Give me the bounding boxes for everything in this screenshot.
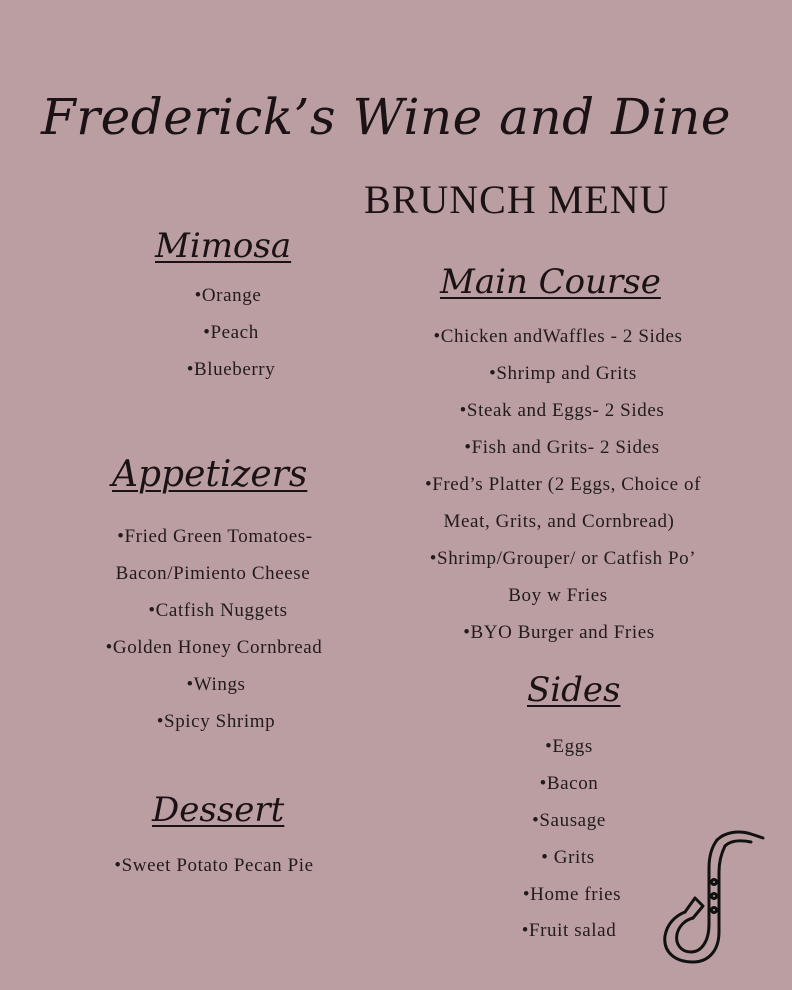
menu-title: BRUNCH MENU: [364, 177, 670, 222]
sides-item: •Sausage: [532, 810, 606, 831]
appetizers-heading: Appetizers: [112, 454, 308, 495]
dessert-heading: Dessert: [152, 790, 285, 830]
main-course-item: •Fred’s Platter (2 Eggs, Choice of: [424, 474, 702, 495]
mimosa-item: •Peach: [203, 322, 259, 343]
restaurant-name-text: Frederick’s Wine and Dine: [41, 88, 731, 146]
appetizers-item: •Wings: [186, 674, 246, 695]
mimosa-item: •Orange: [194, 285, 262, 306]
sides-item: •Fruit salad: [521, 920, 617, 941]
saxophone-icon: [655, 828, 767, 973]
appetizers-item: •Golden Honey Cornbread: [105, 637, 323, 658]
mimosa-item: •Blueberry: [186, 359, 276, 380]
main-course-item: •Fish and Grits- 2 Sides: [464, 437, 660, 458]
main-course-item: •BYO Burger and Fries: [463, 622, 655, 643]
appetizers-item: Bacon/Pimiento Cheese: [115, 563, 311, 584]
appetizers-item: •Spicy Shrimp: [156, 711, 276, 732]
appetizers-item: •Catfish Nuggets: [148, 600, 288, 621]
sides-item: •Eggs: [545, 736, 593, 757]
sides-heading: Sides: [527, 670, 621, 710]
restaurant-name: [0, 88, 792, 146]
main-course-item: Boy w Fries: [508, 585, 608, 606]
main-course-item: Meat, Grits, and Cornbread): [443, 511, 675, 532]
main-course-item: •Shrimp and Grits: [489, 363, 637, 384]
sides-item: • Grits: [541, 847, 595, 868]
main-course-item: •Shrimp/Grouper/ or Catfish Po’: [429, 548, 697, 569]
sides-item: •Bacon: [539, 773, 599, 794]
mimosa-heading: Mimosa: [155, 226, 292, 266]
main-course-item: •Chicken andWaffles - 2 Sides: [433, 326, 683, 347]
sides-item: •Home fries: [522, 884, 622, 905]
main-course-heading: Main Course: [440, 262, 661, 302]
dessert-item: •Sweet Potato Pecan Pie: [114, 855, 314, 876]
appetizers-item: •Fried Green Tomatoes-: [117, 526, 313, 547]
main-course-item: •Steak and Eggs- 2 Sides: [459, 400, 665, 421]
